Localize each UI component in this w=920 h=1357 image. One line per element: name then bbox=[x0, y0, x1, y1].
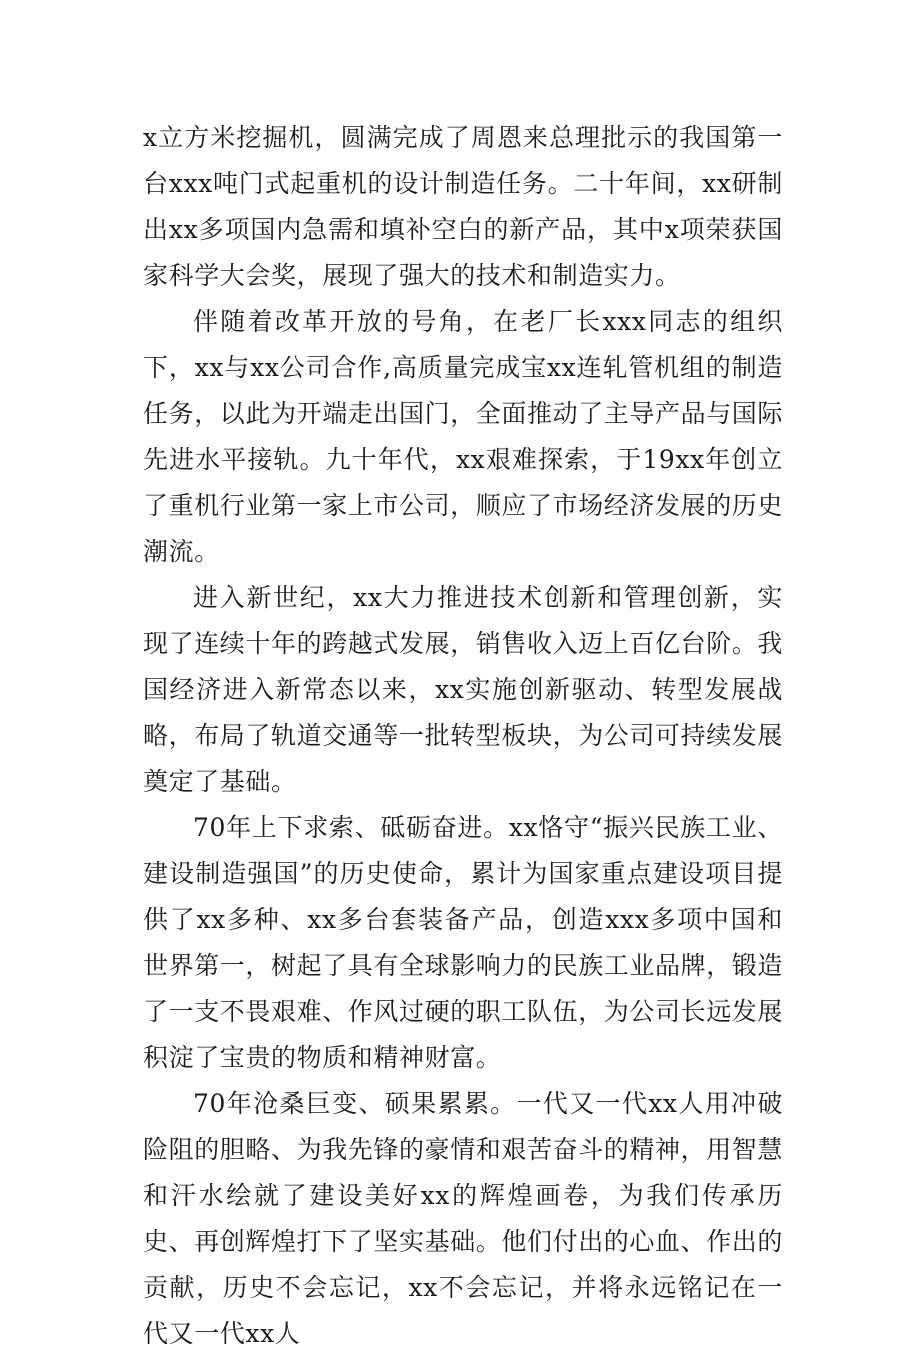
paragraph-seventy-years-change: 70年沧桑巨变、硕果累累。一代又一代xx人用冲破险阻的胆略、为我先锋的豪情和艰苦奋斗的精神，用智慧和汗水绘就了建设美好xx的辉煌画卷，为我们传承历史、再创辉煌打下了坚实基础。他们付出的心血、作出的贡献，历史不会忘记，xx不会忘记，并将永远铭记在一代又一代xx人 bbox=[143, 1089, 784, 1348]
document-body bbox=[143, 115, 783, 1357]
paragraph-continuation: x立方米挖掘机，圆满完成了周恩来总理批示的我国第一台xxx吨门式起重机的设计制造任务。二十年间，xx研制出xx多项国内急需和填补空白的新产品，其中x项荣获国家科学大会奖，展现了强大的技术和制造实力。 bbox=[143, 123, 783, 290]
paragraph-seventy-years-struggle: 70年上下求索、砥砺奋进。xx恪守“振兴民族工业、建设制造强国”的历史使命，累计为国家重点建设项目提供了xx多种、xx多台套装备产品，创造xxx多项中国和世界第一，树起了具有全球影响力的民族工业品牌，锻造了一支不畏艰难、作风过硬的职工队伍，为公司长远发展积淀了宝贵的物质和精神财富。 bbox=[143, 813, 784, 1072]
paragraph-reform-opening: 伴随着改革开放的号角，在老厂长xxx同志的组织下，xx与xx公司合作,高质量完成宝xx连轧管机组的制造任务，以此为开端走出国门，全面推动了主导产品与国际先进水平接轨。九十年代，xx艰难探索，于19xx年创立了重机行业第一家上市公司，顺应了市场经济发展的历史潮流。 bbox=[143, 307, 784, 566]
paragraph-new-century: 进入新世纪，xx大力推进技术创新和管理创新，实现了连续十年的跨越式发展，销售收入迈上百亿台阶。我国经济进入新常态以来，xx实施创新驱动、转型发展战略，布局了轨道交通等一批转型板块，为公司可持续发展奠定了基础。 bbox=[143, 583, 784, 796]
